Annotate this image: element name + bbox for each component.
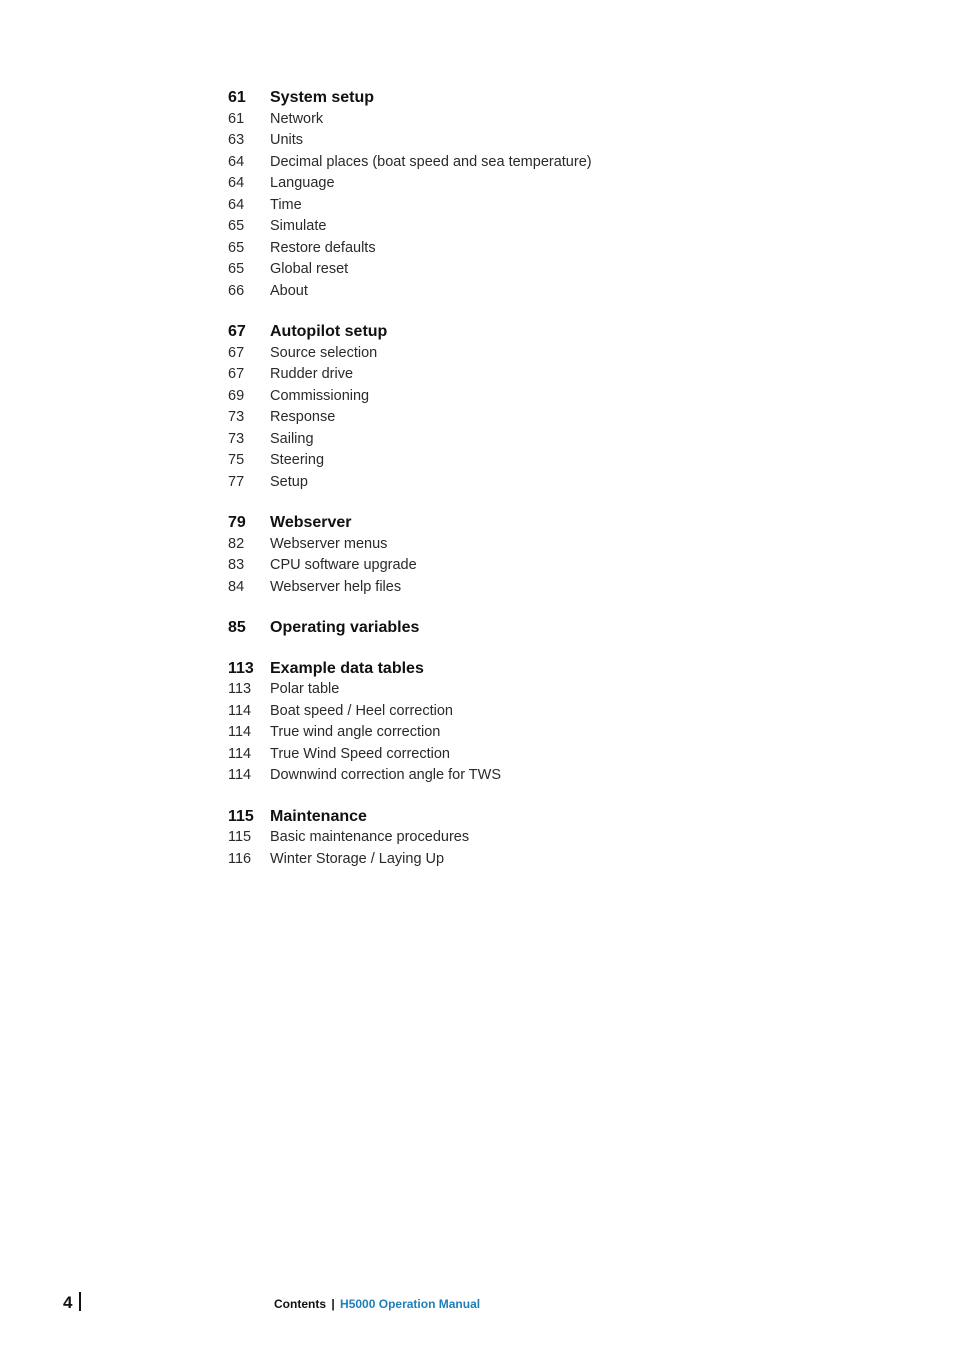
toc-item[interactable] — [228, 765, 748, 787]
toc-item-page: 82 — [228, 535, 245, 552]
toc-item-page: 65 — [228, 239, 245, 256]
toc-item[interactable] — [228, 679, 748, 701]
toc-item[interactable] — [228, 130, 748, 152]
toc-item-title: Simulate — [270, 218, 327, 234]
toc-item[interactable] — [228, 555, 748, 577]
toc-item-title: Response — [270, 409, 336, 425]
toc-item[interactable] — [228, 109, 748, 131]
toc-item-page: 65 — [228, 261, 245, 277]
toc-heading-title: Maintenance — [270, 807, 367, 825]
footer-manual-title: H5000 Operation Manual — [340, 1297, 481, 1311]
running-footer — [274, 1297, 480, 1311]
toc-item-page: 63 — [228, 132, 245, 148]
page-number-value: 4 — [63, 1293, 73, 1312]
toc-item-title: True Wind Speed correction — [270, 745, 450, 762]
toc-item-page: 84 — [228, 578, 245, 595]
toc-heading[interactable] — [228, 658, 748, 680]
toc-item[interactable] — [228, 577, 748, 599]
toc-item-page: 66 — [228, 282, 245, 299]
table-of-contents — [228, 87, 748, 889]
footer-separator: | — [331, 1297, 335, 1311]
toc-item[interactable] — [228, 827, 748, 849]
toc-heading-title: System setup — [270, 89, 375, 106]
toc-section — [228, 321, 748, 493]
toc-item-title: Setup — [270, 473, 308, 490]
toc-heading-page: 79 — [228, 514, 246, 531]
toc-item-title: Source selection — [270, 344, 378, 361]
toc-item[interactable] — [228, 173, 748, 195]
toc-heading[interactable] — [228, 617, 748, 639]
toc-item-title: Polar table — [270, 681, 340, 697]
toc-item-title: Boat speed / Heel correction — [270, 702, 453, 719]
toc-heading-title: Operating variables — [270, 619, 420, 636]
toc-item[interactable] — [228, 722, 748, 744]
toc-item-title: Steering — [270, 452, 325, 468]
toc-heading[interactable] — [228, 512, 748, 534]
toc-item[interactable] — [228, 450, 748, 472]
toc-item-page: 114 — [228, 724, 252, 740]
toc-item[interactable] — [228, 259, 748, 281]
toc-section — [228, 617, 748, 639]
toc-section — [228, 658, 748, 787]
toc-item[interactable] — [228, 364, 748, 386]
toc-item[interactable] — [228, 343, 748, 365]
toc-item-title: About — [270, 282, 308, 299]
toc-item-title: Network — [270, 110, 324, 127]
toc-item-page: 64 — [228, 196, 245, 213]
toc-item[interactable] — [228, 744, 748, 766]
toc-item[interactable] — [228, 152, 748, 174]
toc-item[interactable] — [228, 701, 748, 723]
toc-item-page: 73 — [228, 430, 245, 447]
toc-item-page: 77 — [228, 473, 245, 490]
toc-item-page: 114 — [228, 702, 252, 719]
footer-section-label: Contents — [274, 1297, 326, 1311]
toc-item[interactable] — [228, 472, 748, 494]
toc-item-page: 65 — [228, 218, 245, 234]
toc-item-page: 114 — [228, 767, 252, 783]
toc-item-title: Commissioning — [270, 387, 370, 404]
toc-item-title: Time — [270, 196, 302, 213]
toc-item[interactable] — [228, 238, 748, 260]
toc-item-title: CPU software upgrade — [270, 557, 417, 573]
toc-item[interactable] — [228, 386, 748, 408]
toc-heading[interactable] — [228, 87, 748, 109]
toc-item-title: Units — [270, 132, 304, 148]
toc-item-page: 61 — [228, 110, 245, 127]
toc-item-title: Rudder drive — [270, 366, 354, 382]
toc-section — [228, 806, 748, 871]
toc-item-title: Sailing — [270, 430, 314, 447]
toc-heading-title: Example data tables — [270, 659, 424, 677]
toc-item-page: 116 — [228, 850, 252, 867]
toc-item-title: Global reset — [270, 261, 349, 277]
toc-item-page: 67 — [228, 366, 245, 382]
toc-item[interactable] — [228, 407, 748, 429]
toc-item-page: 64 — [228, 153, 245, 170]
toc-item-title: Language — [270, 175, 335, 191]
toc-item-page: 64 — [228, 175, 245, 191]
toc-heading-page: 115 — [228, 807, 254, 825]
toc-item[interactable] — [228, 195, 748, 217]
toc-heading-page: 67 — [228, 323, 246, 340]
toc-heading-title: Autopilot setup — [270, 323, 388, 340]
page-number — [63, 1292, 81, 1313]
toc-item-title: True wind angle correction — [270, 724, 441, 740]
toc-heading-title: Webserver — [270, 514, 352, 531]
toc-item-page: 69 — [228, 387, 245, 404]
toc-item-page: 115 — [228, 829, 252, 845]
toc-item-title: Downwind correction angle for TWS — [270, 767, 502, 783]
toc-heading-page: 85 — [228, 619, 246, 636]
toc-item-page: 67 — [228, 344, 245, 361]
toc-item-title: Winter Storage / Laying Up — [270, 850, 445, 867]
toc-heading-page: 113 — [228, 659, 254, 677]
toc-item-title: Webserver help files — [270, 578, 402, 595]
toc-heading[interactable] — [228, 321, 748, 343]
toc-heading-page: 61 — [228, 89, 246, 106]
page-number-divider — [79, 1292, 81, 1311]
toc-item[interactable] — [228, 849, 748, 871]
toc-item-title: Restore defaults — [270, 239, 376, 256]
toc-item-page: 75 — [228, 452, 245, 468]
toc-item-page: 83 — [228, 557, 245, 573]
toc-item[interactable] — [228, 534, 748, 556]
toc-item-title: Decimal places (boat speed and sea temperature) — [270, 153, 592, 170]
toc-item-page: 73 — [228, 409, 245, 425]
toc-item-page: 113 — [228, 681, 252, 697]
toc-item[interactable] — [228, 429, 748, 451]
toc-heading[interactable] — [228, 806, 748, 828]
toc-section — [228, 87, 748, 302]
toc-item[interactable] — [228, 281, 748, 303]
toc-item[interactable] — [228, 216, 748, 238]
toc-section — [228, 512, 748, 598]
toc-item-title: Webserver menus — [270, 535, 388, 552]
toc-item-page: 114 — [228, 745, 252, 762]
toc-item-title: Basic maintenance procedures — [270, 829, 470, 845]
